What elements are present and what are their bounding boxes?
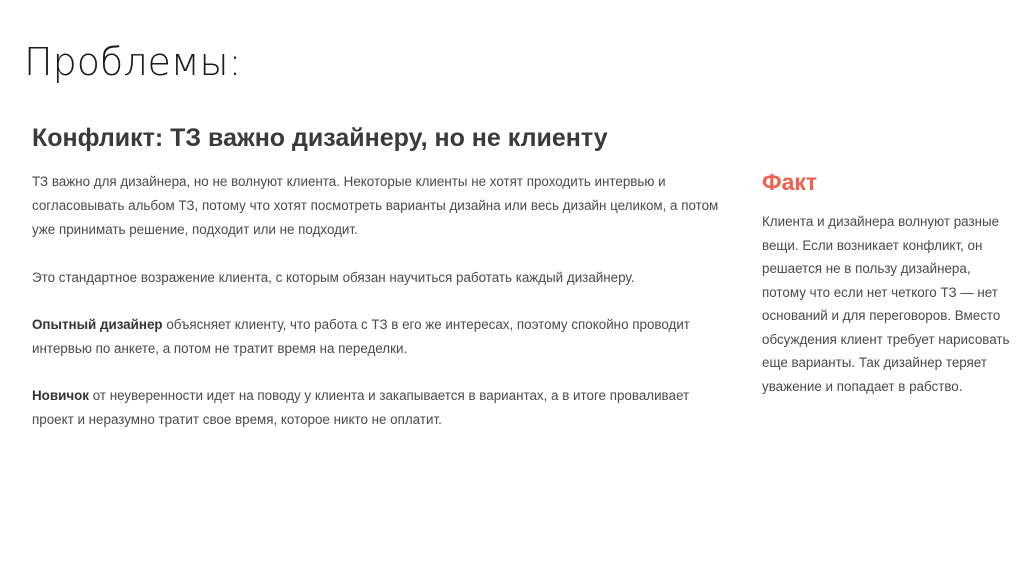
- experienced-label: Опытный дизайнер: [32, 317, 163, 332]
- paragraph-intro: ТЗ важно для дизайнера, но не волнуют клиента. Некоторые клиенты не хотят проходить интервью и согласовывать альбом ТЗ, потому что хотят посмотреть варианты дизайна или весь дизайн целиком, а потом уже принимать решение, подходит или не подходит.: [32, 174, 719, 237]
- fact-text: Клиента и дизайнера волнуют разные вещи. Если возникает конфликт, он решается не в пользу дизайнера, потому что если нет четкого ТЗ — нет оснований и для переговоров. Вместо обсуждения клиент требует нарисовать еще варианты. Так дизайнер теряет уважение и попадает в рабство.: [762, 214, 1010, 394]
- fact-title: Факт: [762, 169, 818, 195]
- fact-sidebar: [762, 166, 1012, 398]
- article: [32, 118, 732, 456]
- experienced-text: объясняет клиенту, что работа с ТЗ в его же интересах, поэтому спокойно проводит интервью по анкете, а потом не тратит время на переделки.: [32, 317, 690, 356]
- novice-label: Новичок: [32, 388, 89, 403]
- paragraph-novice: [32, 384, 732, 432]
- paragraph-experienced: [32, 313, 732, 361]
- article-heading: Конфликт: ТЗ важно дизайнеру, но не клиенту: [32, 124, 608, 152]
- paragraph-objection: Это стандартное возражение клиента, с которым обязан научиться работать каждый дизайнеру.: [32, 270, 635, 285]
- novice-text: от неуверенности идет на поводу у клиента и закапывается в вариантах, а в итоге проваливает проект и неразумно тратит свое время, которое никто не оплатит.: [32, 388, 690, 427]
- slide-title: Проблемы:: [24, 40, 242, 84]
